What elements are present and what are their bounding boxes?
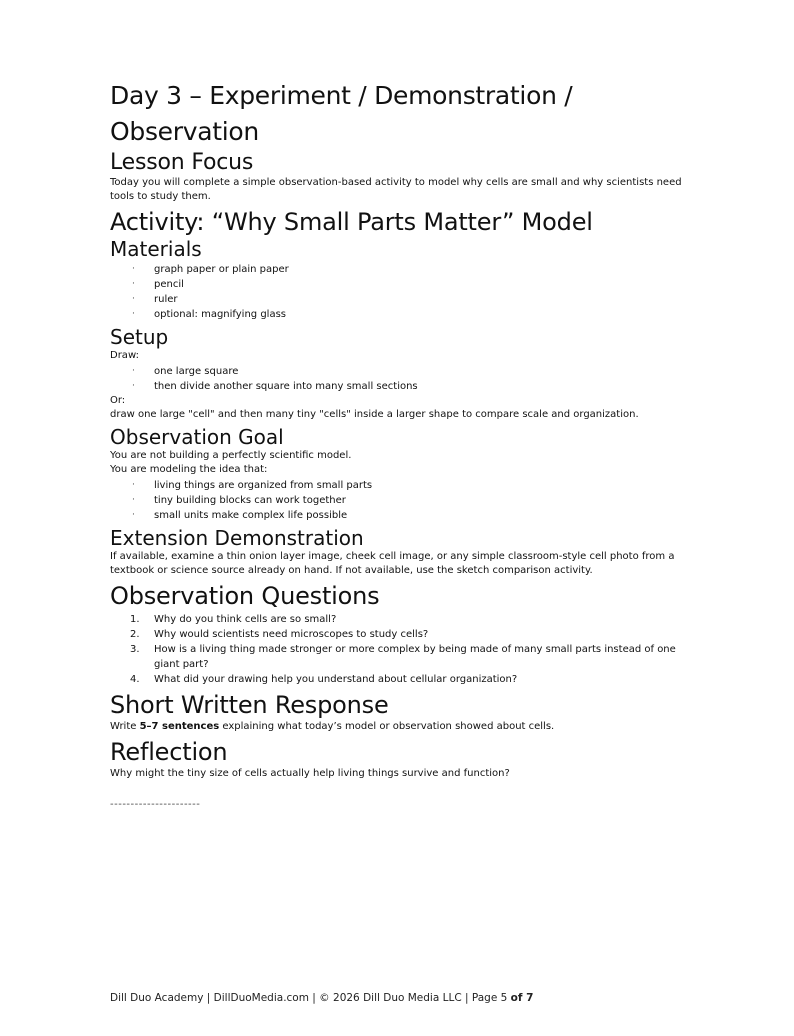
bullet-icon: ·	[132, 309, 135, 319]
observation-goal-line2: You are modeling the idea that:	[110, 464, 268, 475]
list-item: · tiny building blocks can work together	[132, 495, 346, 506]
document-page	[110, 78, 700, 810]
observation-goal-list	[110, 478, 700, 523]
list-item: · small units make complex life possible	[132, 510, 348, 521]
list-item: · ruler	[132, 294, 178, 305]
observation-goal-heading: Observation Goal	[110, 425, 284, 449]
observation-goal-line1: You are not building a perfectly scientific model.	[110, 450, 352, 461]
short-response-text: Write 5–7 sentences explaining what today’s model or observation showed about cells.	[110, 721, 555, 732]
reflection-heading: Reflection	[110, 738, 228, 766]
list-item: 4. What did your drawing help you understand about cellular organization?	[130, 674, 518, 685]
setup-or-label: Or:	[110, 395, 126, 406]
setup-heading: Setup	[110, 325, 169, 349]
list-item: · living things are organized from small parts	[132, 480, 373, 491]
reflection-text: Why might the tiny size of cells actually help living things survive and function?	[110, 768, 510, 779]
questions-list	[110, 612, 700, 687]
extension-heading: Extension Demonstration	[110, 526, 364, 550]
list-item: 3. How is a living thing made stronger or more complex by being made of many small parts instead of one giant part?	[130, 644, 676, 670]
setup-alt-text: draw one large "cell" and then many tiny "cells" inside a larger shape to compare scale and organization.	[110, 409, 639, 420]
bullet-icon: ·	[132, 510, 135, 520]
bullet-icon: ·	[132, 279, 135, 289]
lesson-focus-text: Today you will complete a simple observation-based activity to model why cells are small and why scientists need tools to study them.	[110, 177, 682, 202]
list-item: · graph paper or plain paper	[132, 264, 289, 275]
page-title: Day 3 – Experiment / Demonstration / Observation	[110, 81, 573, 146]
list-item: · optional: magnifying glass	[132, 309, 286, 320]
materials-heading: Materials	[110, 237, 202, 261]
bullet-icon: ·	[132, 480, 135, 490]
activity-heading: Activity: “Why Small Parts Matter” Model	[110, 208, 593, 236]
materials-list	[110, 262, 700, 322]
list-item: 1. Why do you think cells are so small?	[130, 614, 337, 625]
questions-heading: Observation Questions	[110, 582, 380, 610]
list-item: 2. Why would scientists need microscopes to study cells?	[130, 629, 429, 640]
short-response-heading: Short Written Response	[110, 691, 389, 719]
bullet-icon: ·	[132, 495, 135, 505]
lesson-focus-heading: Lesson Focus	[110, 150, 254, 175]
bullet-icon: ·	[132, 366, 135, 376]
extension-text: If available, examine a thin onion layer image, cheek cell image, or any simple classroom-style cell photo from a textbook or science source already on hand. If not available, use the sketch comparison activity.	[110, 551, 675, 576]
list-item: · then divide another square into many small sections	[132, 381, 418, 392]
bullet-icon: ·	[132, 381, 135, 391]
bullet-icon: ·	[132, 294, 135, 304]
list-item: · one large square	[132, 366, 239, 377]
page-footer: Dill Duo Academy | DillDuoMedia.com | © 2026 Dill Duo Media LLC | Page 5 of 7	[110, 992, 534, 1004]
list-item: · pencil	[132, 279, 184, 290]
setup-list	[110, 364, 700, 394]
bullet-icon: ·	[132, 264, 135, 274]
setup-intro: Draw:	[110, 350, 139, 361]
answer-divider: ----------------------	[110, 799, 201, 810]
